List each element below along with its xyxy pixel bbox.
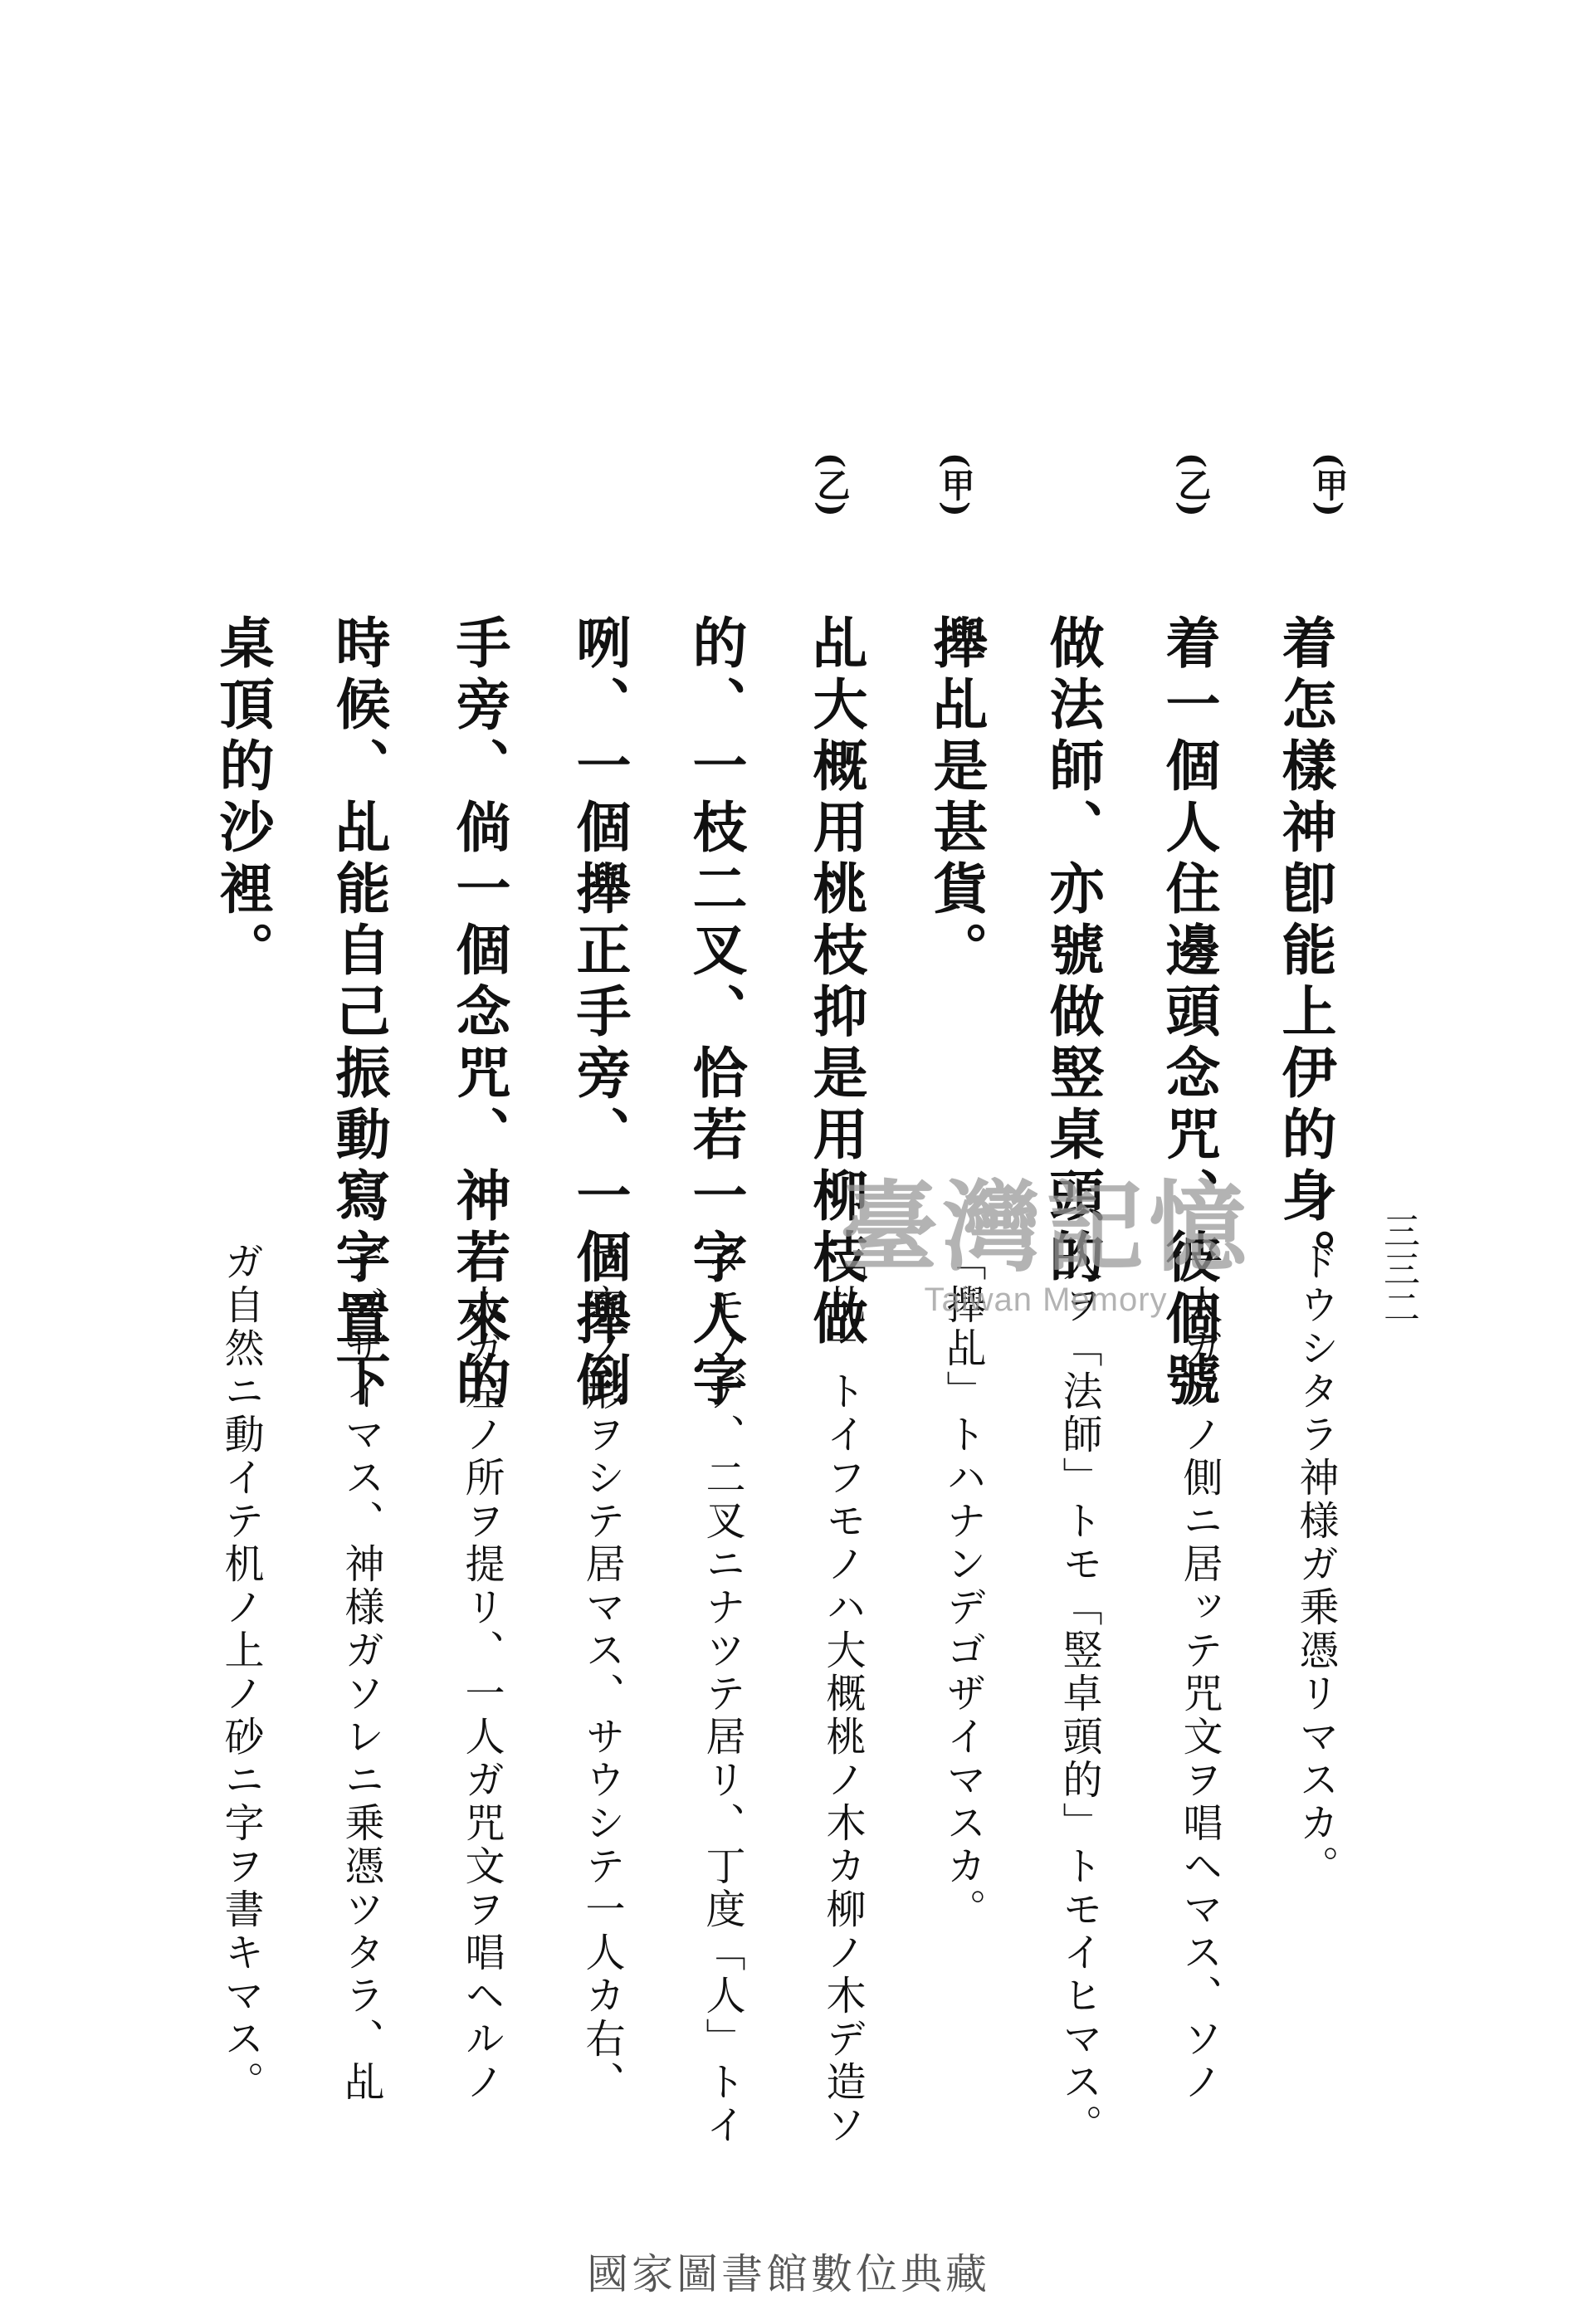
japanese-line-6: タモノデ、二叉ニナツテ居リ、丁度「人」トイ	[699, 1241, 745, 2147]
chinese-line-1: 着怎樣神卽能上伊的身。	[1272, 614, 1337, 1290]
chinese-line-4: 攑乩是甚貨。	[924, 614, 989, 983]
japanese-line-9: デゴザイマス、神様ガソレニ乗憑ツタラ、乩	[338, 1241, 384, 2104]
chinese-line-5: 乩大概用桃枝抑是用柳枝做	[803, 614, 868, 1351]
speaker-marker-2: (乙)	[1173, 452, 1212, 517]
chinese-line-7: 咧、一個攑正手旁、一個攑倒	[567, 614, 632, 1413]
chinese-line-10: 桌頂的沙裡。	[210, 614, 275, 983]
chinese-line-8: 手旁、倘一個念咒、神若來的	[447, 614, 511, 1413]
chinese-line-2: 着一個人住邊頭念咒、彼個號	[1156, 614, 1221, 1413]
page-number: 三三二	[1377, 1212, 1419, 1326]
chinese-line-6: 的、一枝二叉、恰若一字人字	[683, 614, 748, 1413]
japanese-line-5: 「乩」トイフモノハ大概桃ノ木カ柳ノ木デ造ソ	[819, 1241, 866, 2147]
speaker-marker-4: (乙)	[812, 452, 851, 517]
chinese-line-3: 做法師、亦號做竪桌頭的	[1040, 614, 1105, 1290]
japanese-line-4: 「攑乩」トハナンデゴザイマスカ。	[940, 1241, 986, 1931]
chinese-line-9: 時候、乩能自己振動寫字置下	[326, 614, 391, 1413]
japanese-line-1: ドウシタラ神様ガ乗憑リマスカ。	[1292, 1241, 1339, 1888]
watermark-logo: 臺灣記憶	[839, 1169, 1252, 1285]
japanese-line-2: 一人ガソノ側ニ居ッテ咒文ヲ唱ヘマス、ソノ	[1176, 1241, 1223, 2104]
japanese-line-10: ガ自然ニ動イテ机ノ上ノ砂ニ字ヲ書キマス。	[217, 1241, 264, 2104]
footer-caption: 國家圖書館數位典藏	[587, 2250, 990, 2298]
watermark-subtitle: Taiwan Memory	[924, 1282, 1168, 1318]
japanese-line-8: 一人ガ左ノ所ヲ提リ、一人ガ咒文ヲ唱ヘルノ	[458, 1241, 505, 2104]
watermark	[813, 1169, 1278, 1319]
speaker-marker-3: (甲)	[936, 452, 975, 517]
japanese-line-7: フ字ノ形ヲシテ居マス、サウシテ一人カ右、	[579, 1241, 625, 2104]
speaker-marker-1: (甲)	[1310, 452, 1349, 517]
japanese-line-3: 人ヲ「法師」トモ「竪卓頭的」トモイヒマス。	[1056, 1241, 1102, 2147]
